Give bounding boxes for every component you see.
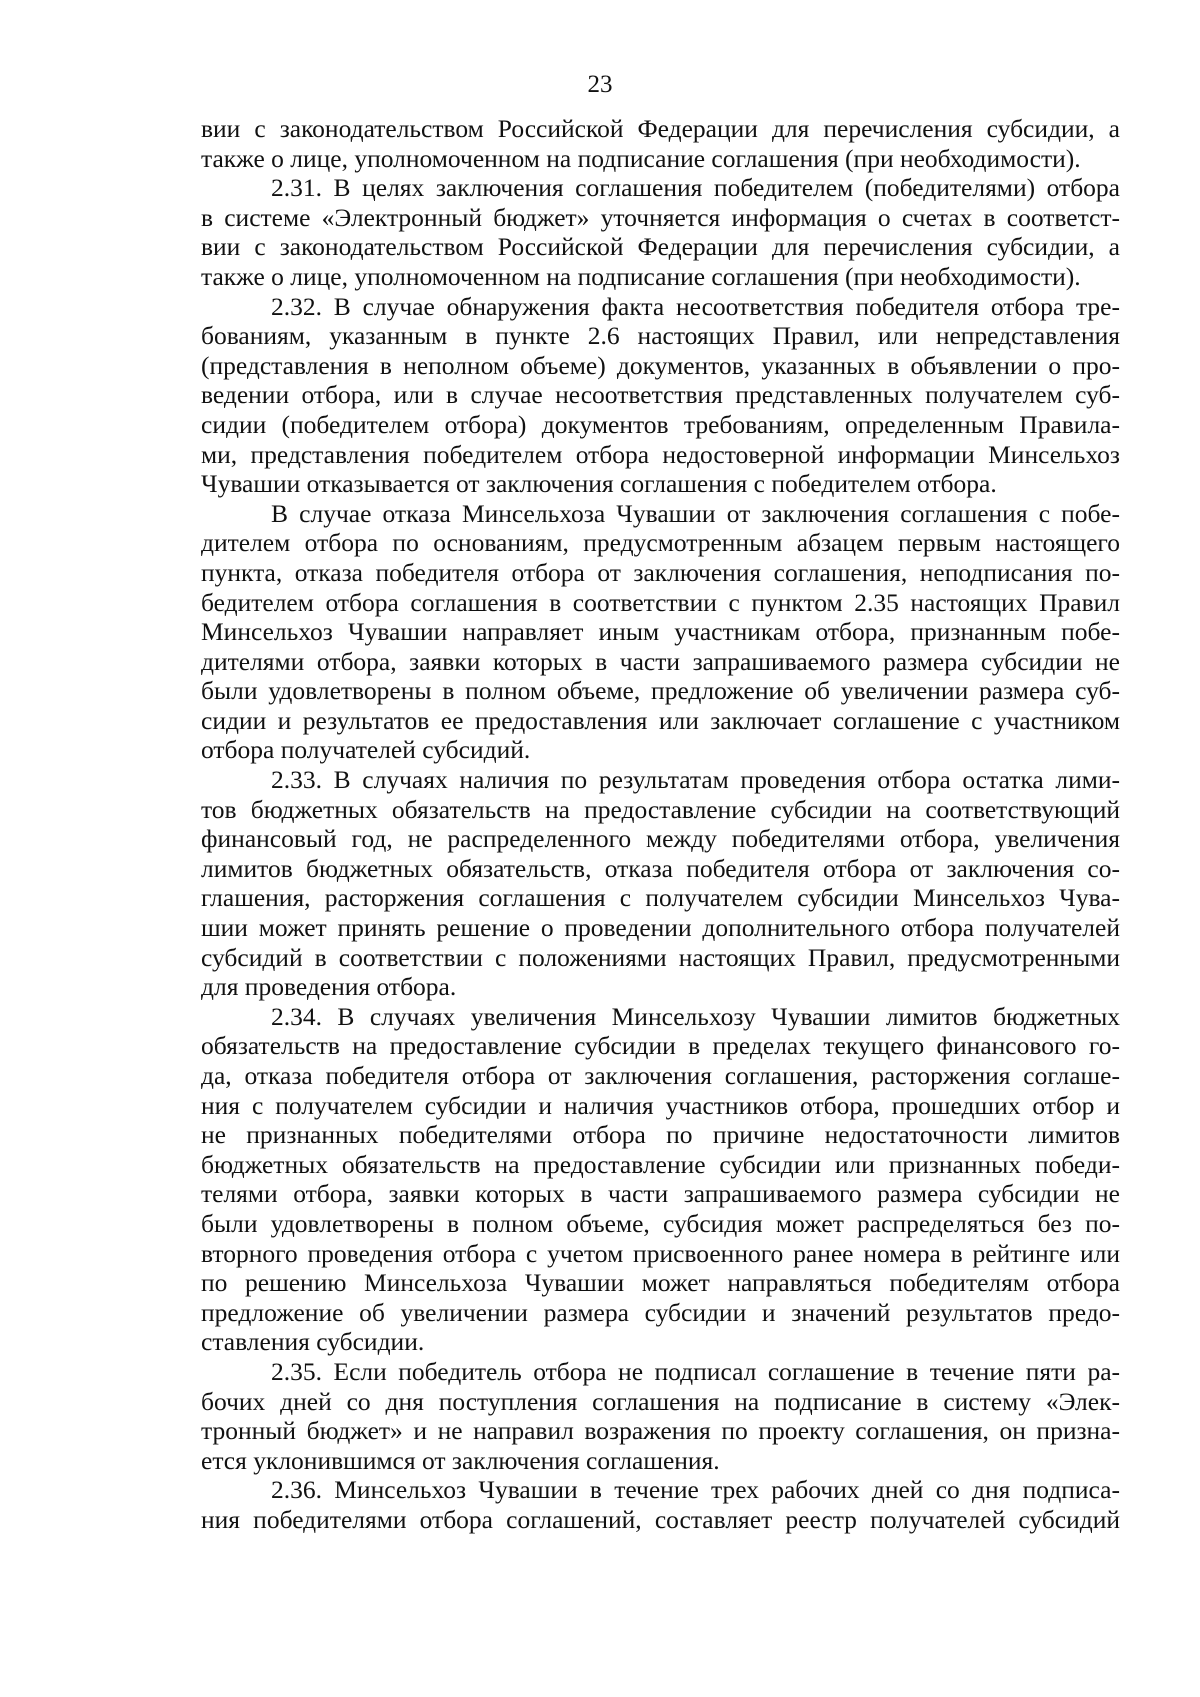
text-line: ведении отбора, или в случае несоответствия представленных получателем суб- — [201, 380, 1120, 410]
text-line: 2.31. В целях заключения соглашения победителем (победителями) отбора — [271, 173, 1120, 203]
text-line: ется уклонившимся от заключения соглашения. — [201, 1445, 720, 1475]
text-line: (представления в неполном объеме) документов, указанных в объявлении о про- — [201, 350, 1120, 380]
text-line: дителем отбора по основаниям, предусмотренным абзацем первым настоящего — [201, 528, 1120, 558]
text-line: шии может принять решение о проведении дополнительного отбора получателей — [201, 913, 1120, 943]
text-line: 2.33. В случаях наличия по результатам проведения отбора остатка лими- — [271, 765, 1120, 795]
text-line: телями отбора, заявки которых в части запрашиваемого размера субсидии не — [201, 1179, 1120, 1209]
text-line: 2.35. Если победитель отбора не подписал соглашение в течение пяти ра- — [271, 1356, 1120, 1386]
text-line: по решению Минсельхоза Чувашии может направляться победителям отбора — [201, 1268, 1120, 1298]
text-line: Чувашии отказывается от заключения соглашения с победителем отбора. — [201, 469, 997, 499]
text-line: В случае отказа Минсельхоза Чувашии от заключения соглашения с побе- — [271, 498, 1120, 528]
text-line: 2.36. Минсельхоз Чувашии в течение трех рабочих дней со дня подписа- — [271, 1475, 1120, 1505]
text-line: сидии и результатов ее предоставления или заключает соглашение с участником — [201, 705, 1120, 735]
text-line: ния победителями отбора соглашений, составляет реестр получателей субсидий — [201, 1504, 1120, 1534]
text-line: субсидий в соответствии с положениями настоящих Правил, предусмотренными — [201, 942, 1120, 972]
text-line: предложение об увеличении размера субсидии и значений результатов предо- — [201, 1297, 1120, 1327]
text-line: тронный бюджет» и не направил возражения по проекту соглашения, он призна- — [201, 1416, 1120, 1446]
text-line: в системе «Электронный бюджет» уточняется информация о счетах в соответст- — [201, 202, 1120, 232]
document-body — [201, 114, 1120, 1535]
text-line: да, отказа победителя отбора от заключения соглашения, расторжения соглаше- — [201, 1061, 1120, 1090]
text-line: пункта, отказа победителя отбора от заключения соглашения, неподписания по- — [201, 557, 1120, 587]
text-line: были удовлетворены в полном объеме, предложение об увеличении размера суб- — [201, 676, 1120, 706]
text-line: также о лице, уполномоченном на подписание соглашения (при необходимости). — [201, 261, 1081, 291]
text-line: ставления субсидии. — [201, 1327, 425, 1357]
text-line: бюджетных обязательств на предоставление субсидии или признанных победи- — [201, 1149, 1120, 1179]
text-line: не признанных победителями отбора по причине недостаточности лимитов — [201, 1120, 1120, 1150]
text-line: для проведения отбора. — [201, 972, 457, 1002]
text-line: Минсельхоз Чувашии направляет иным участникам отбора, признанным побе- — [201, 617, 1120, 647]
text-line: финансовый год, не распределенного между победителями отбора, увеличения — [201, 824, 1120, 854]
text-line: 2.32. В случае обнаружения факта несоответствия победителя отбора тре- — [271, 291, 1120, 321]
text-line: вии с законодательством Российской Федерации для перечисления субсидии, а — [201, 232, 1120, 262]
text-line: тов бюджетных обязательств на предоставление субсидии на соответствующий — [201, 794, 1120, 824]
text-line: бочих дней со дня поступления соглашения на подписание в систему «Элек- — [201, 1386, 1120, 1416]
text-line: 2.34. В случаях увеличения Минсельхозу Чувашии лимитов бюджетных — [271, 1001, 1120, 1031]
text-line: лимитов бюджетных обязательств, отказа победителя отбора от заключения со- — [201, 853, 1120, 883]
text-line: дителями отбора, заявки которых в части запрашиваемого размера субсидии не — [201, 646, 1120, 676]
text-line: глашения, расторжения соглашения с получателем субсидии Минсельхоз Чува- — [201, 883, 1120, 913]
text-line: бедителем отбора соглашения в соответствии с пунктом 2.35 настоящих Правил — [201, 587, 1120, 617]
text-line: отбора получателей субсидий. — [201, 735, 531, 765]
page-number: 23 — [587, 71, 613, 98]
text-line: бованиям, указанным в пункте 2.6 настоящих Правил, или непредставления — [201, 321, 1120, 351]
text-line: вторного проведения отбора с учетом присвоенного ранее номера в рейтинге или — [201, 1238, 1120, 1268]
text-line: вии с законодательством Российской Федерации для перечисления субсидии, а — [201, 114, 1120, 143]
text-line: ния с получателем субсидии и наличия участников отбора, прошедших отбор и — [201, 1090, 1120, 1120]
text-line: сидии (победителем отбора) документов требованиям, определенным Правила- — [201, 409, 1120, 439]
text-line: были удовлетворены в полном объеме, субсидия может распределяться без по- — [201, 1208, 1120, 1238]
text-line: также о лице, уполномоченном на подписание соглашения (при необходимости). — [201, 143, 1081, 173]
text-line: обязательств на предоставление субсидии в пределах текущего финансового го- — [201, 1031, 1120, 1061]
text-line: ми, представления победителем отбора недостоверной информации Минсельхоз — [201, 439, 1120, 469]
